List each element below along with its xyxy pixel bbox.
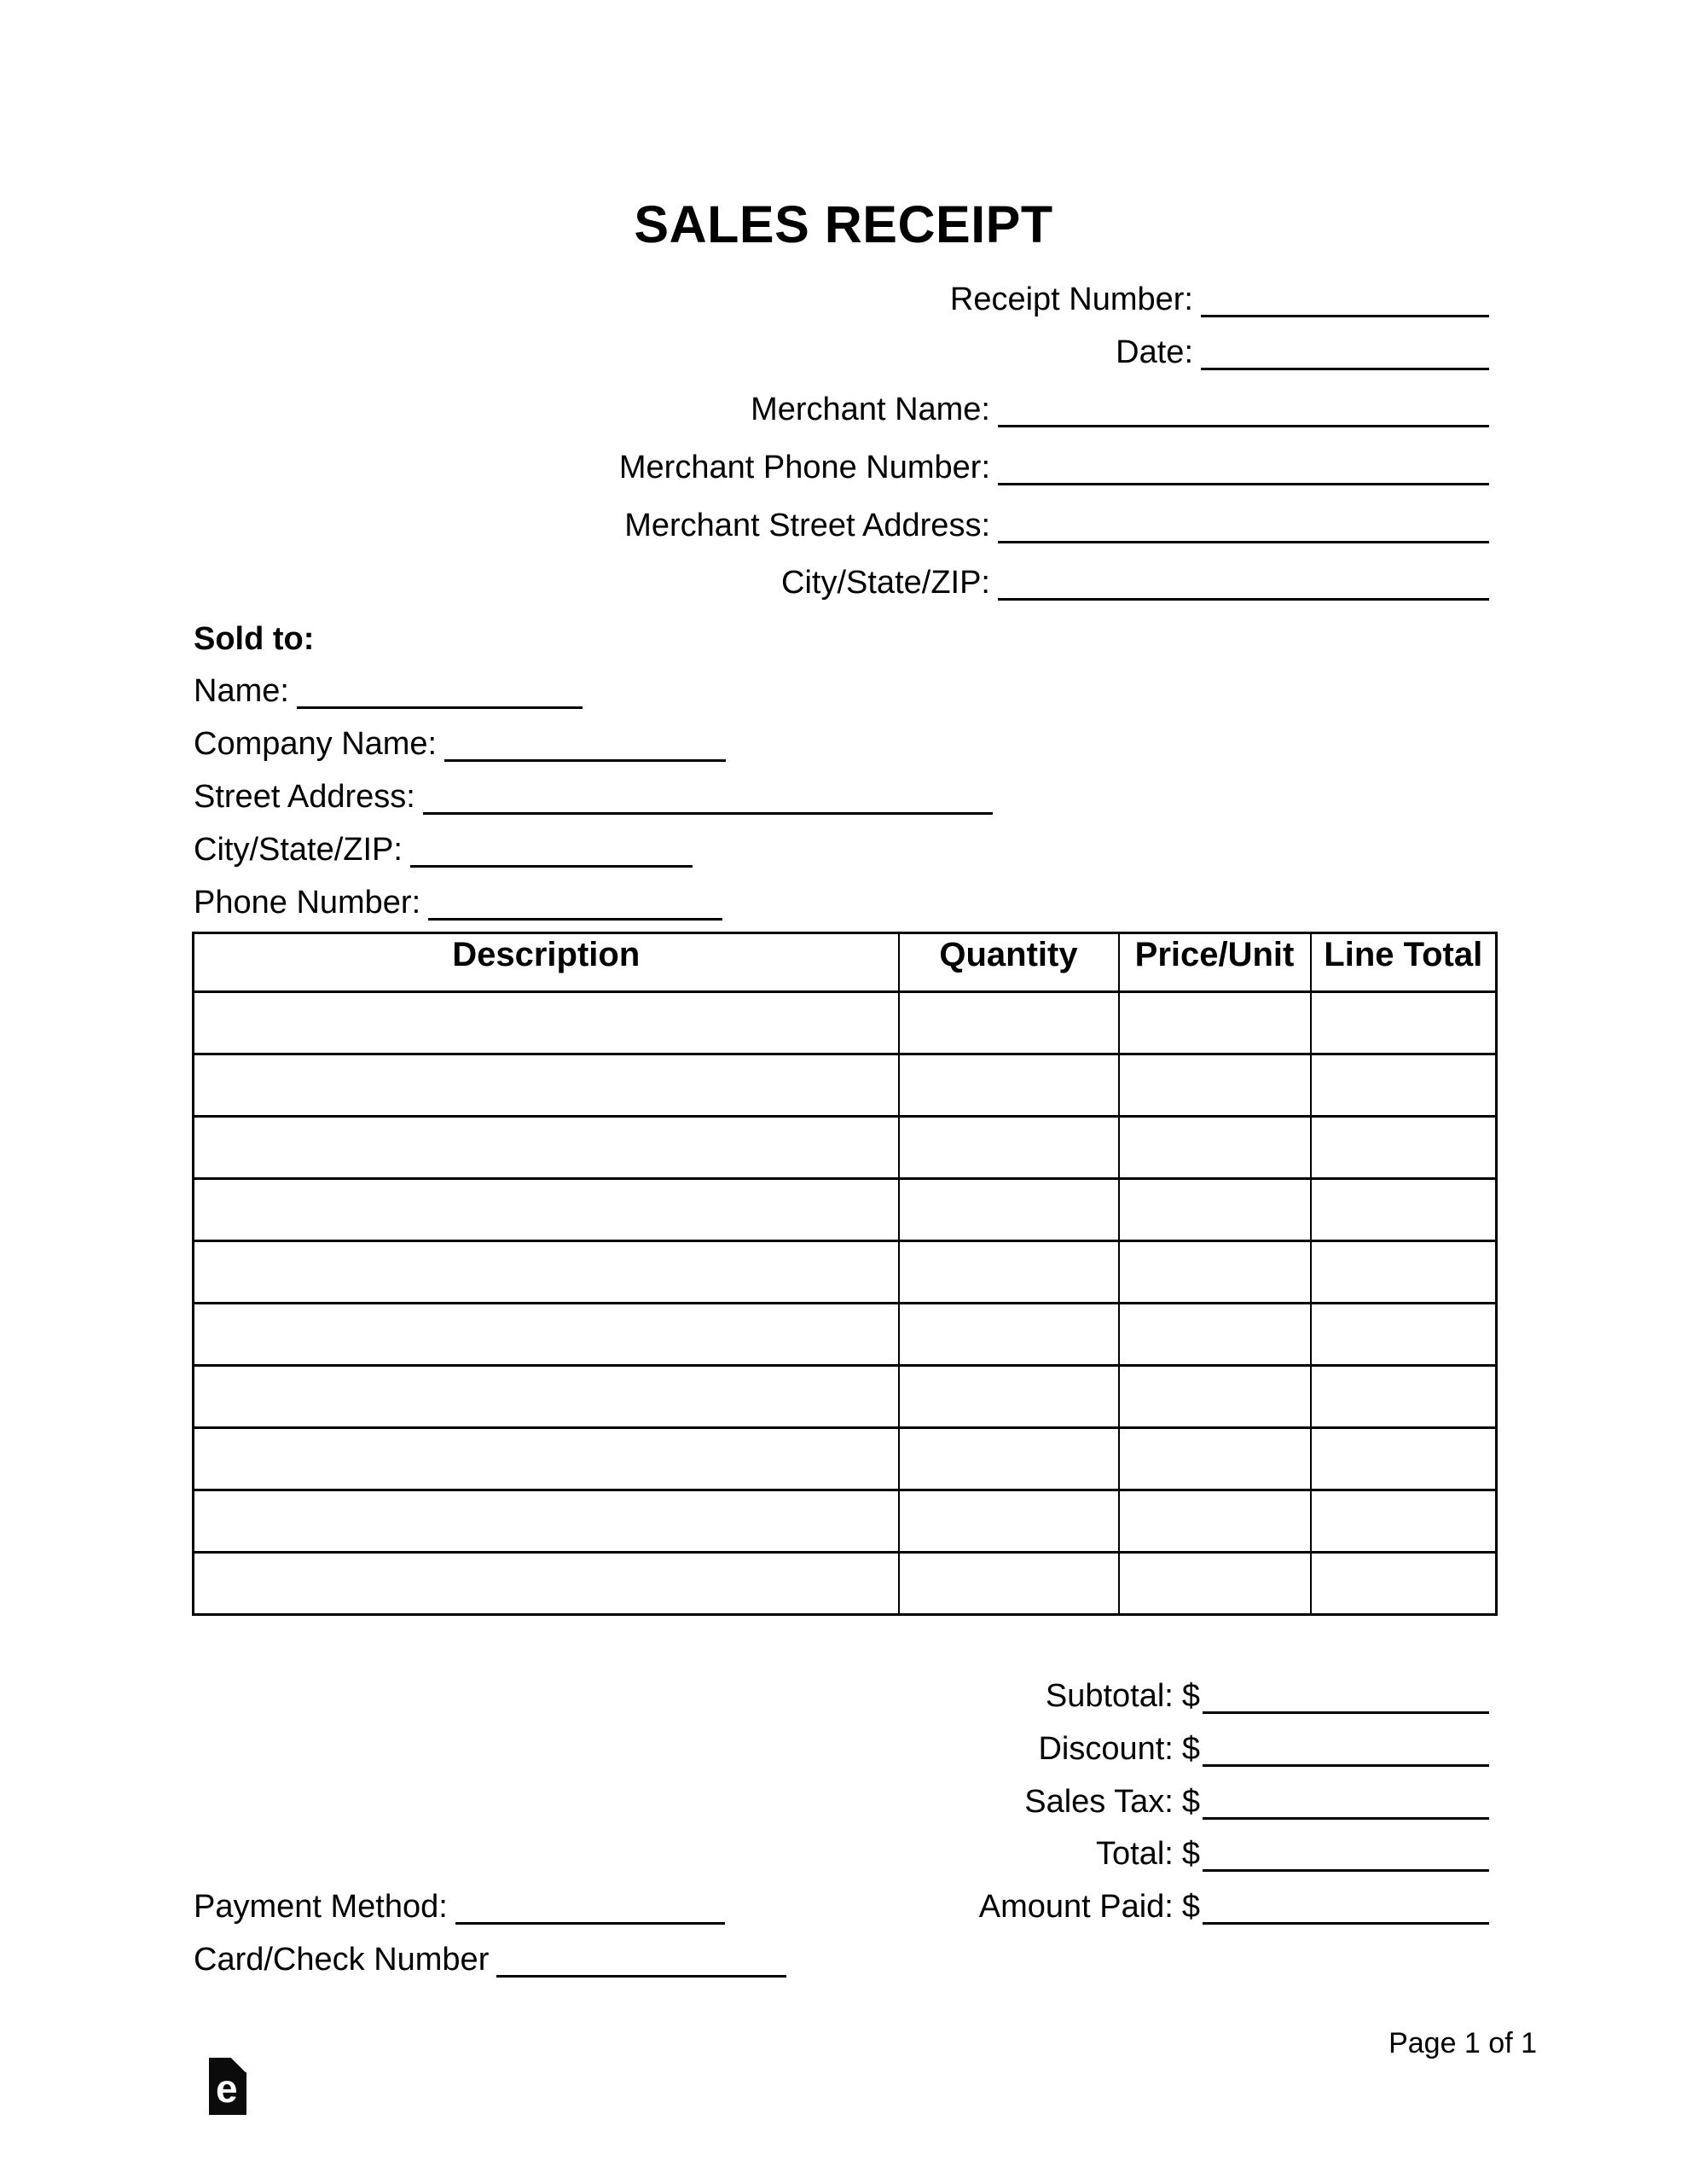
description-cell[interactable] <box>194 1366 899 1428</box>
subtotal-currency: $ <box>1181 1678 1200 1714</box>
table-row <box>194 1553 1497 1615</box>
buyer-name-blank[interactable] <box>297 681 583 709</box>
total-label: Total: <box>1096 1836 1174 1872</box>
description-cell[interactable] <box>194 1241 899 1304</box>
total-blank[interactable] <box>1203 1844 1489 1872</box>
sold-to-heading: Sold to: <box>194 621 315 657</box>
table-row <box>194 1179 1497 1241</box>
discount-label: Discount: <box>1038 1731 1174 1767</box>
quantity-cell[interactable] <box>899 1179 1119 1241</box>
table-row <box>194 1054 1497 1117</box>
price-unit-cell[interactable] <box>1119 1304 1311 1366</box>
price-unit-cell[interactable] <box>1119 1117 1311 1179</box>
buyer-phone-blank[interactable] <box>428 892 722 921</box>
description-cell[interactable] <box>194 1117 899 1179</box>
buyer-street-label: Street Address: <box>194 779 415 815</box>
quantity-cell[interactable] <box>899 1304 1119 1366</box>
field-row-buyer-phone <box>194 885 722 922</box>
merchant-phone-blank[interactable] <box>998 457 1489 485</box>
buyer-name-label: Name: <box>194 673 289 709</box>
date-label: Date: <box>1116 334 1193 370</box>
merchant-street-blank[interactable] <box>998 515 1489 543</box>
column-header-description: Description <box>194 933 899 992</box>
table-row <box>194 1366 1497 1428</box>
line-items-table <box>192 932 1498 1616</box>
page-title: SALES RECEIPT <box>634 195 1053 253</box>
description-cell[interactable] <box>194 1553 899 1615</box>
field-row-subtotal <box>1046 1678 1489 1716</box>
table-row <box>194 1428 1497 1490</box>
field-row-amount-paid <box>979 1889 1489 1926</box>
description-cell[interactable] <box>194 1179 899 1241</box>
receipt-number-label: Receipt Number: <box>949 282 1193 317</box>
sales-tax-blank[interactable] <box>1203 1792 1489 1820</box>
amount-paid-label: Amount Paid: <box>978 1889 1174 1925</box>
merchant-street-label: Merchant Street Address: <box>624 508 990 543</box>
field-row-merchant-name <box>751 392 1489 429</box>
table-header-row <box>194 933 1497 992</box>
quantity-cell[interactable] <box>899 1490 1119 1553</box>
buyer-street-blank[interactable] <box>423 787 993 815</box>
line-total-cell[interactable] <box>1311 1054 1497 1117</box>
sales-tax-currency: $ <box>1181 1784 1200 1820</box>
field-row-payment-method <box>194 1889 725 1926</box>
quantity-cell[interactable] <box>899 992 1119 1054</box>
field-row-card-check-number <box>194 1942 786 1979</box>
line-total-cell[interactable] <box>1311 1428 1497 1490</box>
merchant-citystatezip-label: City/State/ZIP: <box>781 565 990 601</box>
quantity-cell[interactable] <box>899 1366 1119 1428</box>
table-row <box>194 992 1497 1054</box>
price-unit-cell[interactable] <box>1119 1179 1311 1241</box>
field-row-total <box>1096 1836 1489 1873</box>
field-row-discount <box>1038 1731 1489 1769</box>
quantity-cell[interactable] <box>899 1553 1119 1615</box>
line-total-cell[interactable] <box>1311 1241 1497 1304</box>
document-icon <box>209 2058 246 2115</box>
line-total-cell[interactable] <box>1311 1304 1497 1366</box>
description-cell[interactable] <box>194 1304 899 1366</box>
price-unit-cell[interactable] <box>1119 1054 1311 1117</box>
receipt-number-blank[interactable] <box>1201 289 1489 317</box>
total-currency: $ <box>1181 1836 1200 1872</box>
quantity-cell[interactable] <box>899 1117 1119 1179</box>
amount-paid-blank[interactable] <box>1203 1896 1489 1925</box>
field-row-buyer-name <box>194 673 583 711</box>
description-cell[interactable] <box>194 992 899 1054</box>
price-unit-cell[interactable] <box>1119 1366 1311 1428</box>
field-row-buyer-citystatezip <box>194 832 693 869</box>
line-total-cell[interactable] <box>1311 1179 1497 1241</box>
price-unit-cell[interactable] <box>1119 1553 1311 1615</box>
price-unit-cell[interactable] <box>1119 992 1311 1054</box>
logo-letter: e <box>216 2066 238 2111</box>
field-row-merchant-phone <box>619 450 1489 487</box>
quantity-cell[interactable] <box>899 1428 1119 1490</box>
card-check-number-blank[interactable] <box>496 1949 786 1978</box>
payment-method-label: Payment Method: <box>194 1889 448 1925</box>
price-unit-cell[interactable] <box>1119 1490 1311 1553</box>
discount-currency: $ <box>1181 1731 1200 1767</box>
table-row <box>194 1490 1497 1553</box>
field-row-sales-tax <box>1024 1784 1489 1821</box>
field-row-buyer-street <box>194 779 993 816</box>
page-indicator: Page 1 of 1 <box>1388 2027 1537 2059</box>
column-header-quantity: Quantity <box>899 933 1119 992</box>
field-row-buyer-company <box>194 726 726 764</box>
quantity-cell[interactable] <box>899 1241 1119 1304</box>
line-total-cell[interactable] <box>1311 1117 1497 1179</box>
description-cell[interactable] <box>194 1054 899 1117</box>
subtotal-label: Subtotal: <box>1045 1678 1174 1714</box>
buyer-citystatezip-label: City/State/ZIP: <box>194 832 403 868</box>
line-total-cell[interactable] <box>1311 1366 1497 1428</box>
field-row-merchant-citystatezip <box>781 565 1489 602</box>
field-row-receipt-number <box>950 282 1489 319</box>
card-check-number-label: Card/Check Number <box>194 1942 490 1978</box>
table-row <box>194 1241 1497 1304</box>
buyer-company-blank[interactable] <box>444 734 726 762</box>
description-cell[interactable] <box>194 1428 899 1490</box>
buyer-company-label: Company Name: <box>194 726 438 762</box>
description-cell[interactable] <box>194 1490 899 1553</box>
column-header-line-total: Line Total <box>1311 933 1497 992</box>
price-unit-cell[interactable] <box>1119 1241 1311 1304</box>
sales-tax-label: Sales Tax: <box>1024 1784 1174 1820</box>
merchant-name-label: Merchant Name: <box>751 392 990 427</box>
line-total-cell[interactable] <box>1311 1553 1497 1615</box>
field-row-merchant-street <box>624 508 1489 545</box>
merchant-citystatezip-blank[interactable] <box>998 572 1489 601</box>
line-total-cell[interactable] <box>1311 1490 1497 1553</box>
buyer-phone-label: Phone Number: <box>194 885 421 921</box>
merchant-name-blank[interactable] <box>998 399 1489 427</box>
eforms-logo <box>209 2058 246 2115</box>
price-unit-cell[interactable] <box>1119 1428 1311 1490</box>
quantity-cell[interactable] <box>899 1054 1119 1117</box>
amount-paid-currency: $ <box>1181 1889 1200 1925</box>
table-row <box>194 1304 1497 1366</box>
date-blank[interactable] <box>1201 342 1489 370</box>
subtotal-blank[interactable] <box>1203 1686 1489 1714</box>
line-total-cell[interactable] <box>1311 992 1497 1054</box>
discount-blank[interactable] <box>1203 1739 1489 1767</box>
field-row-date <box>1116 334 1489 372</box>
table-row <box>194 1117 1497 1179</box>
merchant-phone-label: Merchant Phone Number: <box>618 450 990 485</box>
column-header-price-unit: Price/Unit <box>1119 933 1311 992</box>
payment-method-blank[interactable] <box>455 1896 725 1925</box>
buyer-citystatezip-blank[interactable] <box>410 839 693 868</box>
